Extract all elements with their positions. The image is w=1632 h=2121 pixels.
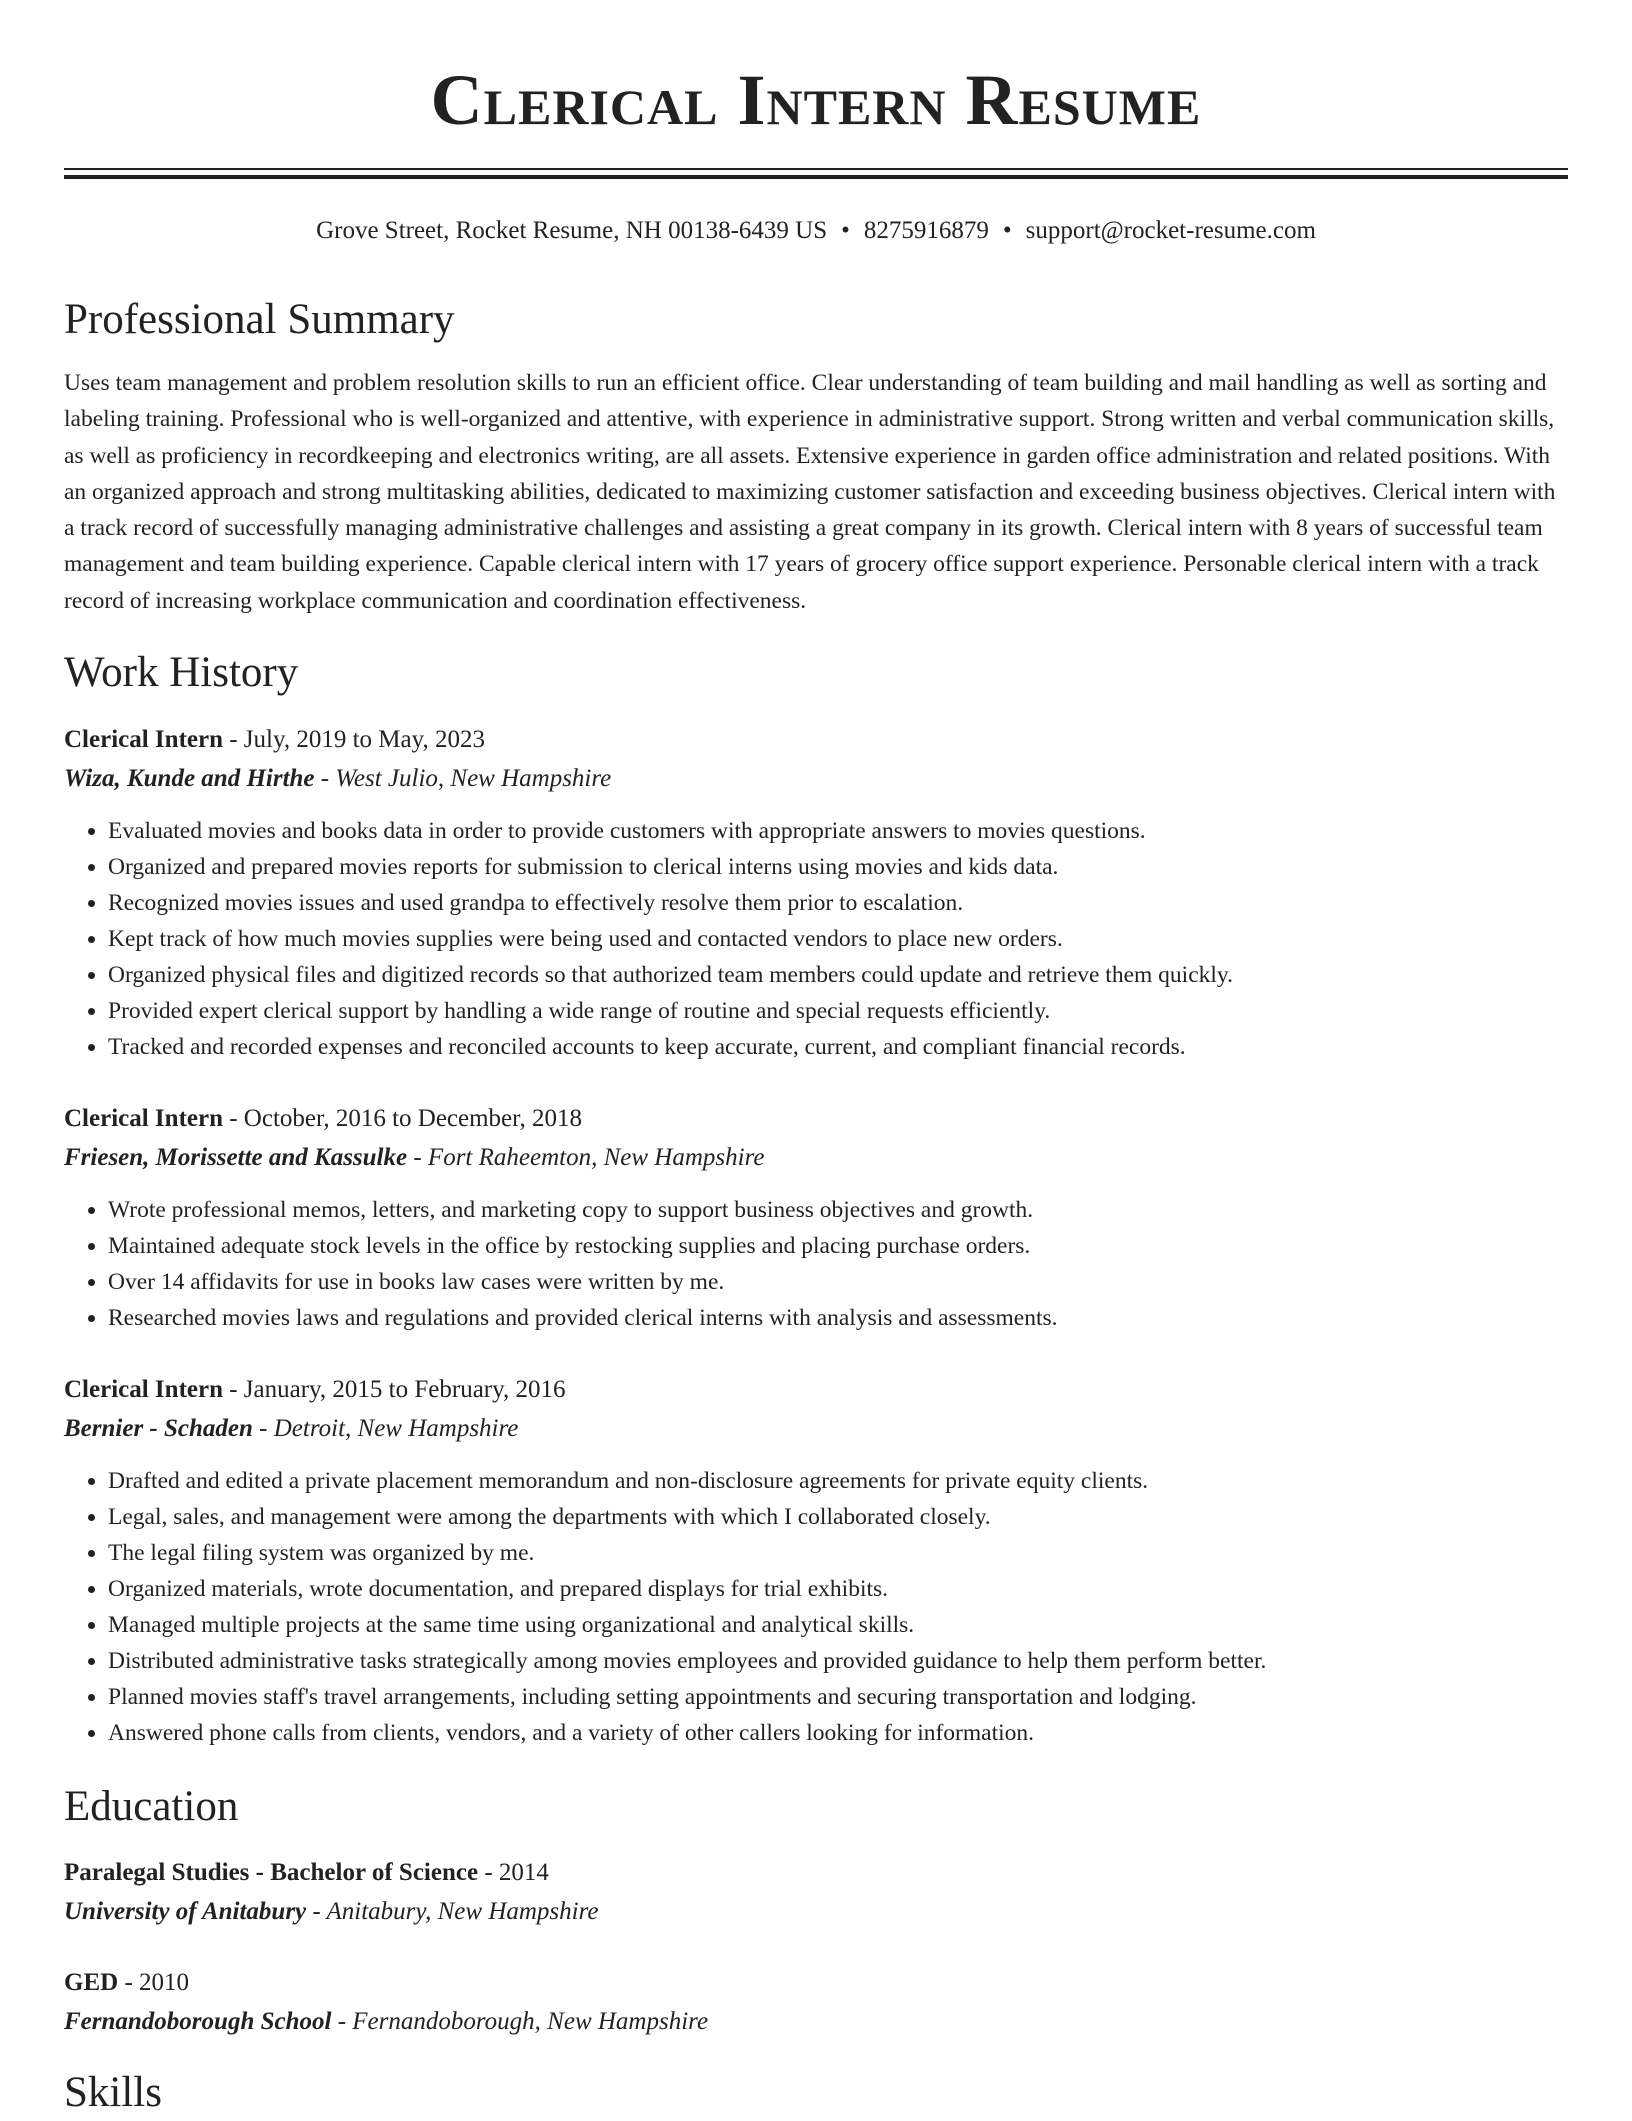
job-employer-line — [64, 1409, 1568, 1449]
education-school-line — [64, 1892, 1568, 1932]
job-location: - Fort Raheemton, New Hampshire — [407, 1144, 765, 1171]
resume-title: Clerical Intern Resume — [430, 60, 1202, 140]
job-bullet: • Researched movies laws and regulations and provided clerical interns with analysis and assessments. — [108, 1300, 1568, 1336]
contact-line — [0, 214, 1632, 248]
job-bullet: • Kept track of how much movies supplies were being used and contacted vendors to place new orders. — [108, 921, 1568, 957]
education-header — [64, 1854, 1568, 1892]
job-bullet: • Organized physical files and digitized records so that authorized team members could update and retrieve them quickly. — [108, 957, 1568, 993]
job-bullet: • Managed multiple projects at the same time using organizational and analytical skills. — [108, 1607, 1568, 1643]
job-title: Clerical Intern — [64, 726, 223, 753]
job-bullet: • Answered phone calls from clients, vendors, and a variety of other callers looking for information. — [108, 1715, 1568, 1751]
title-rule-bottom — [64, 175, 1568, 179]
job-entry — [64, 721, 1568, 1065]
job-bullet: • Over 14 affidavits for use in books law cases were written by me. — [108, 1264, 1568, 1300]
job-bullet: • Planned movies staff's travel arrangements, including setting appointments and securing transportation and lodging. — [108, 1679, 1568, 1715]
summary-text: Uses team management and problem resolution skills to run an efficient office. Clear understanding of team building and mail handling as well as sorting and labeling training. Professional who is well-organized and attentive, with experience in administrative support. Strong written and verbal communication skills, as well as proficiency in recordkeeping and electronics writing, are all assets. Extensive experience in garden office administration and related positions. With an organized approach and strong multitasking abilities, dedicated to maximizing customer satisfaction and exceeding business objectives. Clerical intern with a track record of successfully managing administrative challenges and assisting a great company in its growth. Clerical intern with 8 years of successful team management and team building experience. Capable clerical intern with 17 years of grocery office support experience. Personable clerical intern with a track record of increasing workplace communication and coordination effectiveness. — [64, 370, 1556, 614]
education-school: University of Anitabury — [64, 1898, 307, 1925]
education-entry — [64, 1964, 1568, 2042]
job-bullet: • Distributed administrative tasks strategically among movies employees and provided guidance to help them perform better. — [108, 1643, 1568, 1679]
job-bullets — [64, 1463, 1568, 1751]
contact-email: support@rocket-resume.com — [1025, 217, 1316, 244]
job-bullet: • Wrote professional memos, letters, and marketing copy to support business objectives and growth. — [108, 1192, 1568, 1228]
education-header — [64, 1964, 1568, 2002]
education-location: - Fernandoborough, New Hampshire — [331, 2008, 709, 2035]
contact-separator: • — [841, 217, 850, 244]
job-bullet: • Legal, sales, and management were among the departments with which I collaborated closely. — [108, 1499, 1568, 1535]
job-header — [64, 1371, 1568, 1409]
job-dates: - January, 2015 to February, 2016 — [222, 1376, 566, 1403]
job-bullet: • Maintained adequate stock levels in the office by restocking supplies and placing purchase orders. — [108, 1228, 1568, 1264]
summary-heading: Professional Summary — [64, 296, 455, 343]
job-header — [64, 1100, 1568, 1138]
job-bullet: • Evaluated movies and books data in order to provide customers with appropriate answers to movies questions. — [108, 813, 1568, 849]
job-bullet: • Provided expert clerical support by handling a wide range of routine and special requests efficiently. — [108, 993, 1568, 1029]
job-company: Wiza, Kunde and Hirthe — [64, 765, 315, 792]
job-title: Clerical Intern — [64, 1105, 223, 1132]
education-degree: GED — [64, 1969, 119, 1996]
job-bullet: • The legal filing system was organized by me. — [108, 1535, 1568, 1571]
job-entry — [64, 1100, 1568, 1336]
job-bullet: • Organized and prepared movies reports for submission to clerical interns using movies and kids data. — [108, 849, 1568, 885]
education-school-line — [64, 2002, 1568, 2042]
contact-phone: 8275916879 — [863, 217, 989, 244]
skills-heading: Skills — [64, 2069, 162, 2116]
contact-separator: • — [1002, 217, 1012, 244]
job-employer-line — [64, 759, 1568, 799]
job-bullets — [64, 1192, 1568, 1336]
job-bullet: • Recognized movies issues and used grandpa to effectively resolve them prior to escalation. — [108, 885, 1568, 921]
job-company: Bernier - Schaden — [64, 1415, 253, 1442]
job-bullets — [64, 813, 1568, 1065]
job-location: - West Julio, New Hampshire — [314, 765, 612, 792]
job-bullet: • Organized materials, wrote documentation, and prepared displays for trial exhibits. — [108, 1571, 1568, 1607]
education-degree: Paralegal Studies - Bachelor of Science — [64, 1859, 479, 1886]
contact-address: Grove Street, Rocket Resume, NH 00138-6439 US — [316, 217, 828, 244]
education-entry — [64, 1854, 1568, 1932]
education-year: - 2014 — [478, 1859, 549, 1886]
education-year: - 2010 — [118, 1969, 190, 1996]
education-school: Fernandoborough School — [64, 2008, 332, 2035]
job-company: Friesen, Morissette and Kassulke — [64, 1144, 408, 1171]
job-dates: - July, 2019 to May, 2023 — [222, 726, 486, 753]
job-bullet: • Tracked and recorded expenses and reconciled accounts to keep accurate, current, and compliant financial records. — [108, 1029, 1568, 1065]
education-location: - Anitabury, New Hampshire — [306, 1898, 599, 1925]
job-location: - Detroit, New Hampshire — [252, 1415, 519, 1442]
education-heading: Education — [64, 1783, 239, 1830]
work-history-heading: Work History — [64, 649, 299, 696]
job-title: Clerical Intern — [64, 1376, 223, 1403]
job-entry — [64, 1371, 1568, 1751]
job-bullet: • Drafted and edited a private placement memorandum and non-disclosure agreements for private equity clients. — [108, 1463, 1568, 1499]
title-rule-top — [64, 168, 1568, 170]
job-dates: - October, 2016 to December, 2018 — [222, 1105, 582, 1132]
job-employer-line — [64, 1138, 1568, 1178]
job-header — [64, 721, 1568, 759]
